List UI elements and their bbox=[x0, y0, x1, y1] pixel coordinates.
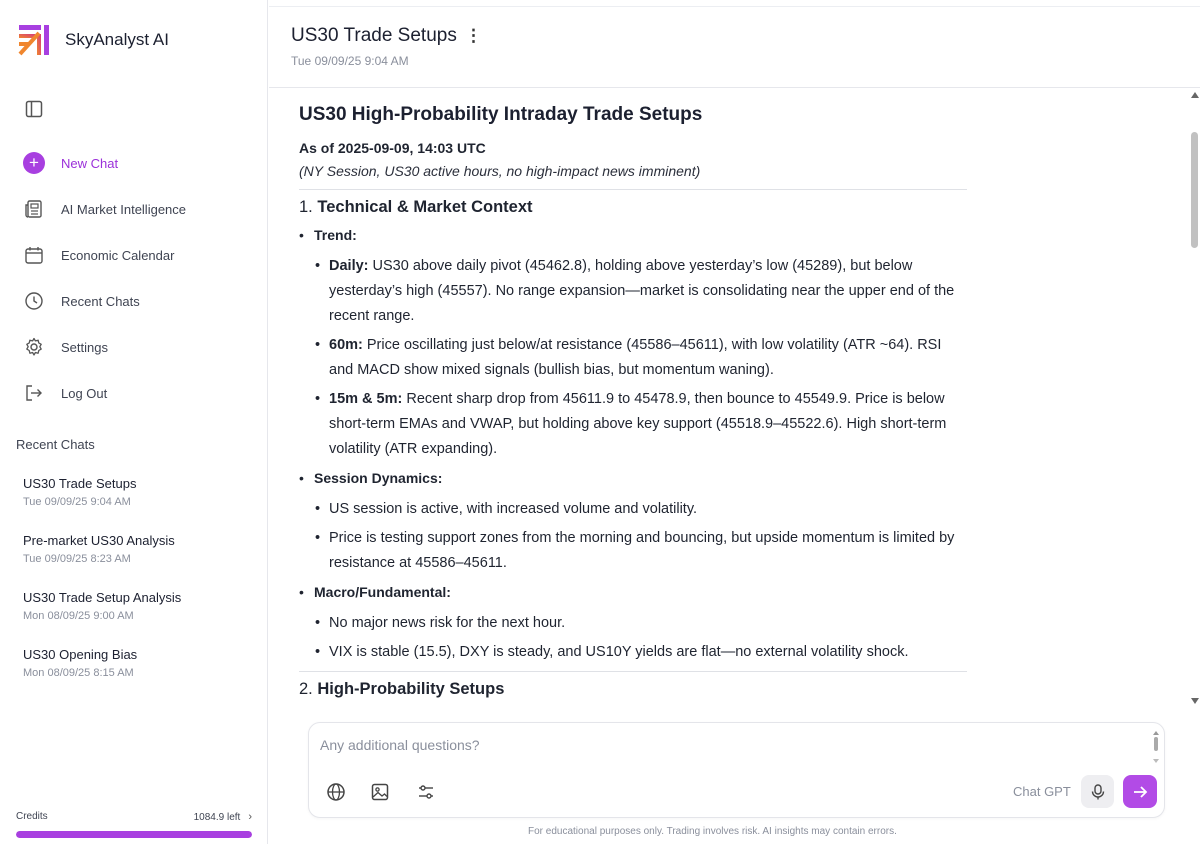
list-item: • Daily: US30 above daily pivot (45462.8), holding above yesterday’s low (45289), but below yesterday’s high (45557). No range expansion—market is consolidating near the upper end of the recent range. bbox=[314, 254, 967, 329]
credits-progress-fill bbox=[16, 831, 252, 838]
recent-chat-date: Tue 09/09/25 9:04 AM bbox=[23, 496, 131, 508]
sidebar-item-settings[interactable] bbox=[22, 324, 186, 370]
list-item bbox=[299, 584, 967, 665]
send-button[interactable] bbox=[1123, 775, 1157, 808]
clock-icon bbox=[23, 290, 45, 312]
arrow-right-icon bbox=[1131, 783, 1149, 801]
voice-input-button[interactable] bbox=[1081, 775, 1114, 808]
recent-chat-title: US30 Trade Setups bbox=[23, 476, 137, 491]
image-upload-button[interactable] bbox=[368, 780, 392, 804]
gear-icon bbox=[23, 336, 45, 358]
session-heading: Session Dynamics: bbox=[314, 470, 443, 486]
scroll-thumb[interactable] bbox=[1191, 132, 1198, 248]
credits-label: Credits bbox=[16, 811, 48, 822]
recent-chat-date: Tue 09/09/25 8:23 AM bbox=[23, 553, 131, 565]
web-search-button[interactable] bbox=[324, 780, 348, 804]
brand[interactable] bbox=[17, 23, 169, 57]
list-item: • 15m & 5m: Recent sharp drop from 45611.9 to 45478.9, then bounce to 45549.9. Price is below short-term EMAs and VWAP, but holding above key support (45518.9–45522.6). High short-term volatility (ATR expanding). bbox=[314, 387, 967, 462]
divider bbox=[269, 6, 1200, 7]
divider bbox=[299, 189, 967, 190]
sidebar-item-economic-calendar[interactable] bbox=[22, 232, 186, 278]
more-options-icon[interactable]: ⋮ bbox=[465, 26, 482, 45]
image-icon bbox=[370, 782, 390, 802]
logout-icon bbox=[23, 382, 45, 404]
message-composer bbox=[308, 722, 1165, 818]
section-heading: 2. High-Probability Setups bbox=[299, 680, 505, 698]
trend-heading: Trend: bbox=[314, 227, 357, 243]
question-input[interactable] bbox=[320, 737, 1120, 753]
recent-chat-date: Mon 08/09/25 9:00 AM bbox=[23, 610, 134, 622]
disclaimer: For educational purposes only. Trading involves risk. AI insights may contain errors. bbox=[528, 826, 897, 837]
sidebar-nav bbox=[22, 140, 186, 416]
newspaper-icon bbox=[23, 198, 45, 220]
section-heading: 1. Technical & Market Context bbox=[299, 198, 533, 216]
globe-icon bbox=[326, 782, 346, 802]
logout-button[interactable] bbox=[22, 370, 186, 416]
new-chat-button[interactable] bbox=[22, 140, 186, 186]
chat-title: US30 Trade Setups bbox=[291, 25, 457, 46]
recent-chat-item[interactable] bbox=[23, 647, 181, 704]
credits-progress-bar bbox=[16, 831, 252, 838]
plus-circle-icon: + bbox=[23, 152, 45, 174]
credits-panel[interactable] bbox=[16, 811, 252, 838]
list-item: • VIX is stable (15.5), DXY is steady, and US10Y yields are flat—no external volatility shock. bbox=[314, 640, 967, 665]
chat-response bbox=[299, 104, 967, 706]
macro-heading: Macro/Fundamental: bbox=[314, 584, 451, 600]
app-name: SkyAnalyst AI bbox=[65, 30, 169, 49]
sidebar-item-recent-chats[interactable] bbox=[22, 278, 186, 324]
recent-chat-item[interactable] bbox=[23, 590, 181, 647]
chat-date: Tue 09/09/25 9:04 AM bbox=[291, 54, 409, 68]
scroll-down-arrow-icon[interactable] bbox=[1191, 698, 1199, 704]
nav-label: Recent Chats bbox=[61, 293, 140, 309]
logo-icon bbox=[17, 23, 51, 57]
divider bbox=[299, 671, 967, 672]
list-item: • US session is active, with increased volume and volatility. bbox=[314, 497, 967, 522]
nav-label: Settings bbox=[61, 339, 108, 355]
recent-chat-title: US30 Trade Setup Analysis bbox=[23, 590, 182, 605]
sliders-icon bbox=[416, 782, 436, 802]
nav-label: AI Market Intelligence bbox=[61, 201, 187, 217]
credits-value: 1084.9 left bbox=[193, 811, 241, 823]
chevron-right-icon: › bbox=[248, 811, 252, 823]
microphone-icon bbox=[1089, 783, 1107, 801]
recent-chat-item[interactable] bbox=[23, 533, 181, 590]
list-item bbox=[299, 227, 967, 462]
nav-label: Economic Calendar bbox=[61, 247, 175, 263]
list-item: • No major news risk for the next hour. bbox=[314, 611, 967, 636]
as-of-line: As of 2025-09-09, 14:03 UTC bbox=[299, 140, 486, 156]
content-scrollbar[interactable] bbox=[1188, 88, 1200, 708]
scroll-up-arrow-icon[interactable] bbox=[1191, 92, 1199, 98]
response-title: US30 High-Probability Intraday Trade Setups bbox=[299, 104, 703, 125]
list-item: • Price is testing support zones from the morning and bouncing, but upside momentum is limited by resistance at 45586–45611. bbox=[314, 526, 967, 576]
sidebar-item-ai-market-intelligence[interactable] bbox=[22, 186, 186, 232]
sidebar bbox=[0, 0, 268, 844]
calendar-icon bbox=[23, 244, 45, 266]
recent-chat-title: Pre-market US30 Analysis bbox=[23, 533, 175, 548]
nav-label: New Chat bbox=[61, 155, 119, 171]
list-item: • 60m: Price oscillating just below/at resistance (45586–45611), with low volatility (ATR ~64). RSI and MACD show mixed signals (bullish bias, but momentum waning). bbox=[314, 333, 967, 383]
model-selector[interactable]: Chat GPT bbox=[1013, 784, 1071, 799]
nav-label: Log Out bbox=[61, 385, 108, 401]
context-list bbox=[299, 227, 967, 665]
options-button[interactable] bbox=[414, 780, 438, 804]
recent-chats-heading: Recent Chats bbox=[16, 437, 95, 452]
recent-chat-item[interactable] bbox=[23, 476, 181, 533]
recent-chat-title: US30 Opening Bias bbox=[23, 647, 138, 662]
recent-chat-date: Mon 08/09/25 8:15 AM bbox=[23, 667, 134, 679]
input-scrollbar[interactable] bbox=[1153, 731, 1159, 763]
session-note: (NY Session, US30 active hours, no high-impact news imminent) bbox=[299, 163, 701, 179]
chat-header bbox=[269, 0, 1200, 88]
panel-toggle-icon bbox=[24, 99, 44, 119]
recent-chats-list bbox=[23, 476, 181, 704]
list-item bbox=[299, 470, 967, 576]
sidebar-toggle-button[interactable] bbox=[24, 99, 44, 119]
